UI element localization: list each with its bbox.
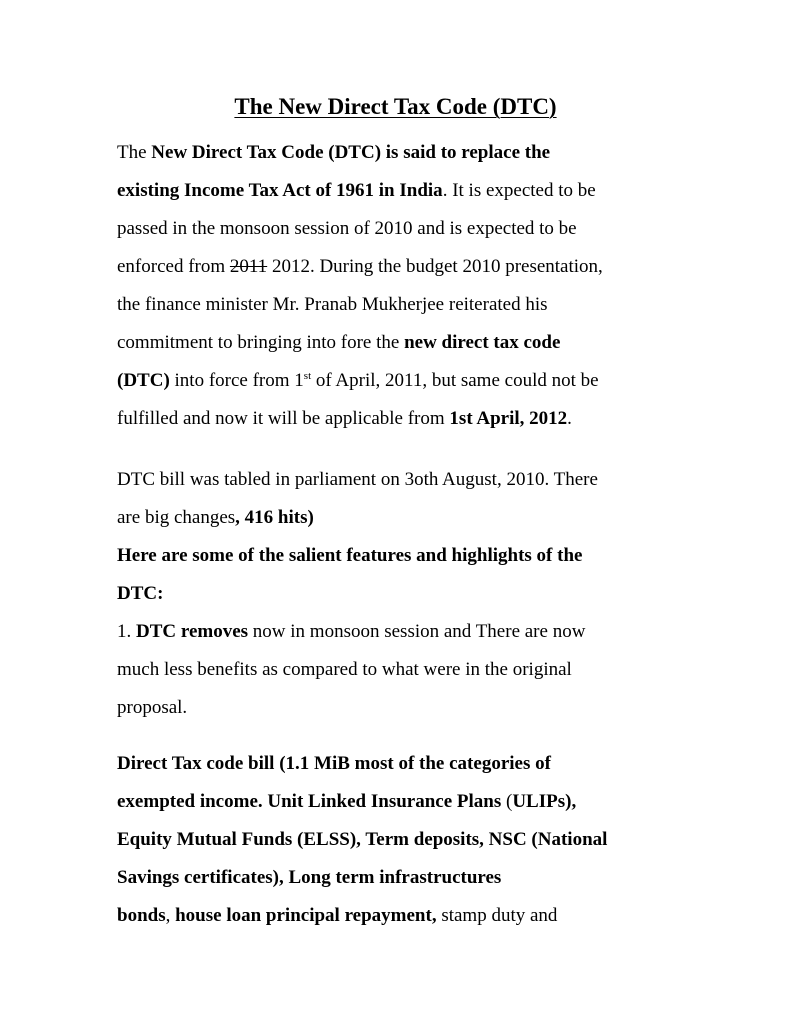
bold-text: ULIPs), — [512, 791, 577, 812]
paragraph-2-line-2 — [117, 506, 314, 530]
text-run: commitment to bringing into fore the — [117, 332, 405, 353]
text-run: , — [165, 905, 176, 926]
paragraph-3-line-4 — [117, 866, 501, 890]
bold-text: DTC: — [117, 583, 164, 604]
text-run: . It is expected to be — [442, 180, 596, 201]
bold-text: house loan principal repayment, — [175, 905, 437, 926]
paragraph-1-line-8 — [117, 407, 572, 431]
text-run: into force from 1 — [169, 370, 304, 391]
text-run: ( — [501, 791, 513, 812]
paragraph-3-line-5 — [117, 904, 557, 928]
paragraph-1-line-3: passed in the monsoon session of 2010 and is expected to be — [117, 218, 577, 239]
bold-text: Direct Tax code bill (1.1 MiB most of the categories of — [117, 753, 551, 774]
paragraph-2-line-1: DTC bill was tabled in parliament on 3oth August, 2010. There — [117, 469, 598, 490]
paragraph-2-line-7: proposal. — [117, 697, 188, 718]
text-run: enforced from — [117, 256, 230, 277]
paragraph-3-line-2 — [117, 790, 576, 814]
paragraph-1-line-5: the finance minister Mr. Pranab Mukherjee reiterated his — [117, 294, 548, 315]
paragraph-2-line-4 — [117, 582, 163, 606]
paragraph-1-line-4 — [117, 255, 603, 279]
struck-text: 2011 — [229, 256, 268, 277]
bold-text: Equity Mutual Funds (ELSS), Term deposits, NSC (National — [117, 829, 608, 850]
text-run: 1. — [117, 621, 136, 642]
paragraph-1-line-2 — [117, 179, 596, 203]
bold-text: DTC removes — [136, 621, 249, 642]
text-run: 2012. During the budget 2010 presentation, — [267, 256, 603, 277]
text-run: . — [567, 408, 572, 429]
bold-text: bonds — [117, 905, 166, 926]
paragraph-1-line-1 — [117, 141, 550, 165]
bold-text: (DTC) — [117, 370, 170, 391]
paragraph-3-line-3 — [117, 828, 607, 852]
bold-text: existing Income Tax Act of 1961 in India — [117, 180, 443, 201]
text-run: stamp duty and — [436, 905, 558, 926]
bold-text: New Direct Tax Code (DTC) is said to replace the — [151, 142, 551, 163]
paragraph-2-line-5 — [117, 620, 585, 644]
paragraph-1-line-6 — [117, 331, 560, 355]
text-run: The — [117, 142, 152, 163]
text-run: now in monsoon session and There are now — [248, 621, 586, 642]
bold-text: 1st April, 2012 — [449, 408, 568, 429]
bold-text: , 416 hits) — [235, 507, 314, 528]
text-run: of April, 2011, but same could not be — [311, 370, 599, 391]
bold-text: Here are some of the salient features and highlights of the — [117, 545, 583, 566]
bold-text: Savings certificates), Long term infrastructures — [117, 867, 502, 888]
superscript: st — [303, 370, 312, 382]
page-title: The New Direct Tax Code (DTC) — [234, 94, 557, 119]
paragraph-1-line-7 — [117, 369, 599, 393]
paragraph-3-line-1 — [117, 752, 551, 776]
text-run: are big changes — [117, 507, 236, 528]
bold-text: exempted income. Unit Linked Insurance Plans — [117, 791, 502, 812]
text-run: fulfilled and now it will be applicable from — [117, 408, 450, 429]
paragraph-2-line-6: much less benefits as compared to what were in the original — [117, 659, 572, 680]
bold-text: new direct tax code — [404, 332, 561, 353]
paragraph-2-line-3 — [117, 544, 582, 568]
